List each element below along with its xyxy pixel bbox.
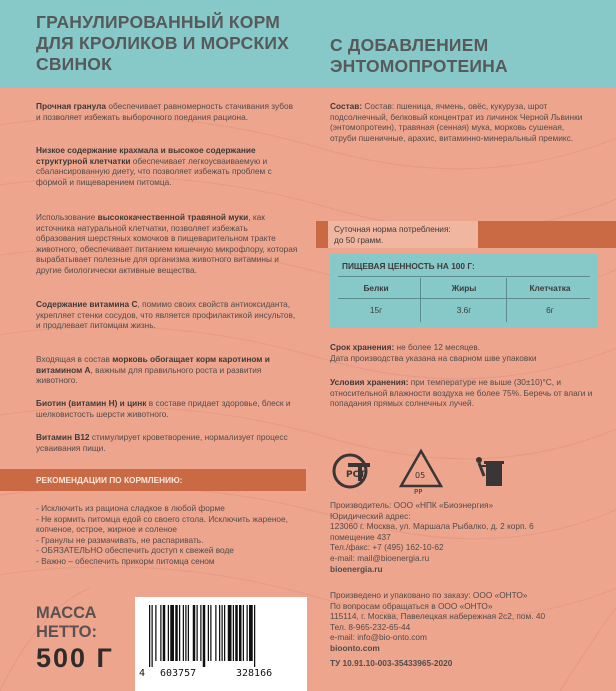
manufacturer-line: 123060 г. Москва, ул. Маршала Рыбалко, д. 2 корп. 6 — [330, 521, 534, 532]
nutrition-heading: ПИЩЕВАЯ ЦЕННОСТЬ НА 100 Г: — [342, 261, 475, 271]
barcode-bar — [185, 605, 186, 661]
barcode-bar — [222, 605, 223, 661]
feature-herbal-pre: Использование — [36, 212, 98, 222]
manufacturer-website: bioenergia.ru — [330, 563, 383, 574]
daily-norm — [328, 221, 478, 248]
pct-certification-icon — [330, 450, 380, 492]
feature-fiber — [36, 145, 298, 187]
net-weight-label — [36, 604, 97, 642]
feature-vitamin-c-text: , помимо своих свойств антиоксиданта, укрепляет стенки сосудов, что является профилактикой инсультов, и продлевает питомцам жизнь. — [36, 299, 296, 331]
nutrition-col-value: 3.6г — [456, 305, 472, 315]
composition-label: Состав: — [330, 101, 363, 111]
divider — [420, 278, 421, 322]
nutrition-col-value: 15г — [369, 305, 383, 315]
divider — [506, 278, 507, 322]
barcode-bar — [228, 605, 232, 661]
feature-b12-text: стимулирует кроветворение, нормализует процесс усваивания пищи. — [36, 432, 288, 453]
feature-fiber-title: Низкое содержание крахмала и высокое содержание структурной клетчатки — [36, 145, 256, 166]
list-item: - Не кормить питомца едой со своего стола. Исключить жареное, копченое, острое, жирное и соленое — [36, 513, 288, 535]
packer-line: По вопросам обращаться в ООО «ОНТО» — [330, 600, 493, 611]
manufacturer-line: Тел./факс: +7 (495) 162-10-62 — [330, 542, 444, 553]
feature-herbal-text: , как источника натуральной клетчатки, позволяет избежать образования шерстяных комочков в пищеварительном тракте животного, обеспечивает питанием кишечную микрофлору, которая вырабатывает полезные для организма животного витамины и другие биологически активные вещества. — [36, 212, 298, 275]
composition-text: Состав: пшеница, ячмень, овёс, кукуруза, шрот подсолнечный, белковый концентрат из личинок Черной Львинки (энтомопротеин), травяная (сенная) мука, морковь сушеная, отруби пшеничные, арахис, витаминно-минеральный премикс. — [330, 101, 583, 143]
barcode-bar — [224, 605, 225, 661]
feature-carrot-text: , важным для правильного роста и развития животного. — [36, 364, 262, 386]
barcode-bar — [203, 605, 206, 667]
list-item: - Исключить из рациона сладкое в любой форме — [36, 503, 225, 513]
feature-biotin-text: в составе придает здоровье, блеск и шелковистость шерсти животного. — [36, 398, 291, 419]
list-item: - Важно – обеспечить прикорм питомца сеном — [36, 555, 215, 566]
barcode-bar — [168, 605, 169, 661]
shelf-life-label: Срок хранения: — [330, 342, 395, 352]
shelf-life — [330, 342, 600, 363]
nutrition-col-value: 6г — [546, 305, 554, 315]
manufacturer-line: помещение 437 — [330, 531, 391, 542]
divider — [338, 298, 590, 299]
technical-standard: ТУ 10.91.10-003-35433965-2020 — [330, 657, 453, 668]
recycle-code: 05 — [415, 471, 426, 480]
storage-conditions-text: при температуре не выше (30±10)°С, и относительной влажности воздуха не более 75%. Беречь от влаги и попадания прямых солнечных лучей. — [330, 377, 593, 409]
feature-granule-title: Прочная гранула — [36, 101, 107, 111]
feature-biotin — [36, 398, 298, 419]
barcode-bar — [235, 605, 238, 661]
feature-b12-title: Витамин В12 — [36, 432, 90, 442]
barcode-bar — [149, 605, 150, 667]
barcode-bar — [160, 605, 161, 661]
product-subtitle: С ДОБАВЛЕНИЕМ ЭНТОМОПРОТЕИНА — [330, 35, 508, 76]
packer-info — [330, 590, 610, 668]
barcode-bar — [254, 605, 255, 667]
feature-vitamin-c — [36, 299, 298, 331]
barcode-bar — [219, 605, 220, 661]
barcode-bar — [249, 605, 253, 661]
barcode-bar — [215, 605, 216, 661]
barcode-bars — [145, 605, 297, 667]
feature-carrot — [36, 354, 298, 386]
packer-website: bioonto.com — [330, 642, 380, 653]
nutrition-col-header: Клетчатка — [529, 283, 571, 293]
barcode-bar — [208, 605, 209, 661]
barcode-bar — [247, 605, 248, 661]
recycle-pp-icon — [398, 448, 444, 494]
manufacturer-line: Юридический адрес: — [330, 510, 411, 521]
packer-line: Тел. 8-965-232-65-44 — [330, 621, 411, 632]
storage-conditions — [330, 377, 600, 409]
storage-conditions-label: Условия хранения: — [330, 377, 409, 387]
manufacturer-line: Производитель: ООО «НПК «Биоэнергия» — [330, 500, 494, 510]
feature-carrot-pre: Входящая в состав — [36, 354, 113, 364]
barcode-bar — [193, 605, 196, 661]
composition — [330, 101, 586, 143]
feature-b12 — [36, 432, 298, 453]
manufacturer-info — [330, 500, 610, 574]
recommendations-list — [36, 503, 306, 567]
nutrition-table — [330, 254, 598, 328]
production-date-note: Дата производства указана на сварном шве упаковки — [330, 352, 537, 363]
barcode-bar — [188, 605, 189, 661]
nutrition-col-header: Жиры — [451, 283, 477, 293]
barcode-digit-first: 4 — [139, 668, 146, 679]
divider — [338, 276, 590, 277]
nutrition-col-header: Белки — [363, 283, 389, 293]
recycle-sub: PP — [414, 488, 423, 494]
pct-label: РСТ — [346, 470, 366, 480]
manufacturer-line: e-mail: mail@bioenergia.ru — [330, 552, 430, 563]
barcode-bar — [155, 605, 156, 661]
packer-line: 115114, г. Москва, Павелецкая набережная 2с2, пом. 40 — [330, 611, 546, 622]
barcode-bar — [210, 605, 211, 661]
feature-vitamin-c-title: Содержание витамина С — [36, 299, 138, 309]
packer-line: e-mail: info@bio-onto.com — [330, 632, 427, 643]
barcode-bar — [163, 605, 166, 661]
product-title: ГРАНУЛИРОВАННЫЙ КОРМ ДЛЯ КРОЛИКОВ И МОРСКИХ СВИНОК — [36, 12, 289, 74]
feature-granule — [36, 101, 298, 122]
list-item: - ОБЯЗАТЕЛЬНО обеспечить доступ к свежей воде — [36, 545, 234, 556]
net-weight-label-line: НЕТТО: — [36, 623, 97, 641]
barcode-bar — [183, 605, 184, 661]
barcode-bar — [239, 605, 242, 661]
barcode-bar — [200, 605, 201, 661]
barcode-bar — [233, 605, 234, 661]
feature-granule-text: обеспечивает равномерность стачивания зубов и позволяет избежать выборочного поедания рациона. — [36, 101, 293, 122]
barcode-bar — [152, 605, 153, 667]
shelf-life-text: не более 12 месяцев. — [394, 342, 481, 352]
list-item: - Гранулы не размачивать, не распаривать. — [36, 534, 204, 545]
net-weight-label-line: МАССА — [36, 604, 97, 622]
barcode-bar — [170, 605, 174, 661]
barcode-bar — [243, 605, 244, 661]
barcode-bar — [175, 605, 178, 661]
daily-norm-value: до 50 грамм. — [334, 234, 384, 245]
daily-norm-label: Суточная норма потребления: — [334, 224, 451, 234]
recommendations-heading: РЕКОМЕНДАЦИИ ПО КОРМЛЕНИЮ: — [0, 469, 306, 491]
trash-bin-icon — [470, 450, 510, 496]
barcode-bar — [179, 605, 180, 661]
packer-line: Произведено и упаковано по заказу: ООО «ОНТО» — [330, 590, 528, 600]
feature-carrot-title: морковь обогащает корм каротином и витамином А — [36, 354, 270, 375]
feature-fiber-text: обеспечивает легкоусваиваемую и сбалансированную диету, что позволяет избежать проблем с формой и пищеварением питомца. — [36, 155, 272, 187]
barcode-bar — [197, 605, 198, 661]
feature-biotin-title: Биотин (витамин Н) и цинк — [36, 398, 147, 408]
barcode-digits-left: 603757 — [160, 668, 197, 679]
feature-herbal-title: высококачественной травяной муки — [97, 212, 249, 222]
net-weight-value: 500 Г — [36, 643, 114, 673]
barcode-digits-right: 328166 — [236, 668, 273, 679]
feature-herbal-flour — [36, 212, 298, 276]
